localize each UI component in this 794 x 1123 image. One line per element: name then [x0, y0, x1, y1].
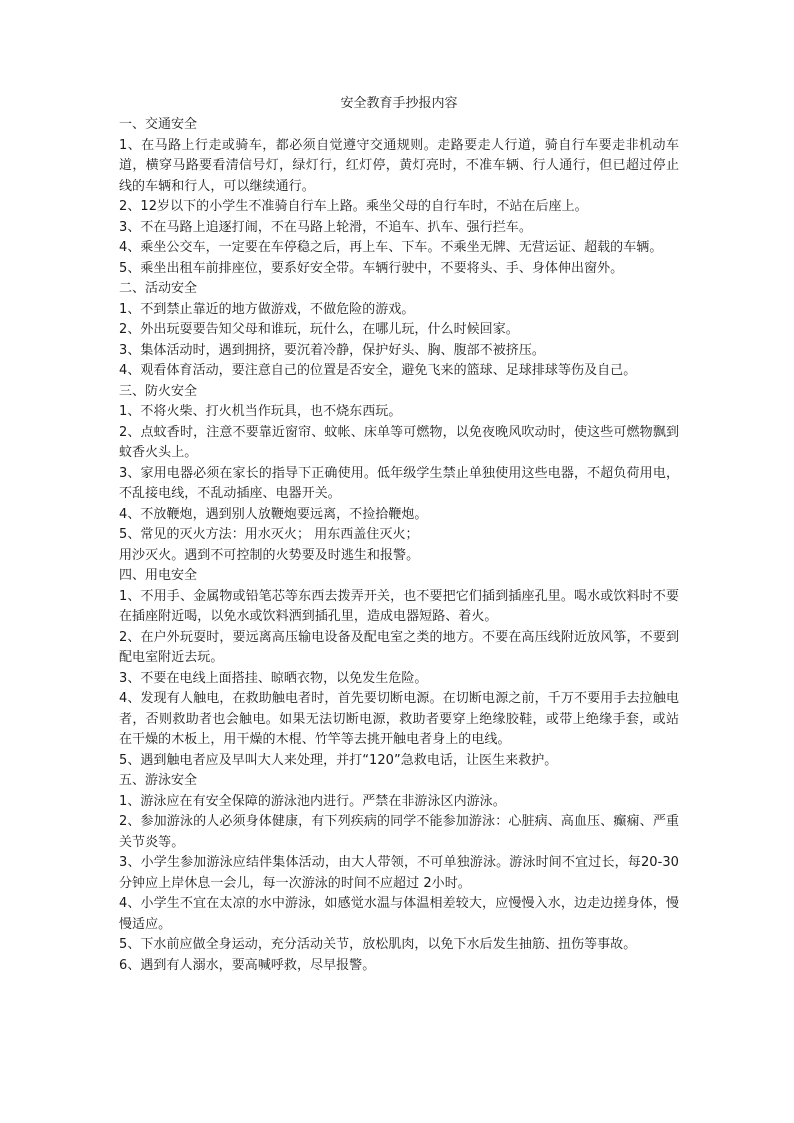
list-item: 2、点蚊香时，注意不要靠近窗帘、蚊帐、床单等可燃物，以免夜晚风吹动时，使这些可燃物飘到蚊香火头上。: [119, 424, 679, 460]
list-item: 6、遇到有人溺水，要高喊呼救，尽早报警。: [119, 957, 376, 973]
section-heading: 四、用电安全: [119, 568, 198, 583]
section-electricity-safety: [119, 566, 679, 771]
document-page: [119, 94, 679, 976]
list-item: 3、不要在电线上面搭挂、晾晒衣物，以免发生危险。: [119, 670, 428, 686]
section-heading: 五、游泳安全: [119, 773, 198, 788]
list-item: 1、不用手、金属物或铅笔芯等东西去拨弄开关，也不要把它们插到插座孔里。喝水或饮料时不要在插座附近喝，以免水或饮料洒到插孔里，造成电器短路、着火。: [119, 588, 679, 624]
list-item: 3、小学生参加游泳应结伴集体活动，由大人带领，不可单独游泳。游泳时间不宜过长，每20-30分钟应上岸休息一会儿，每一次游泳的时间不应超过 2小时。: [119, 855, 679, 891]
list-item: 4、小学生不宜在太凉的水中游泳，如感觉水温与体温相差较大，应慢慢入水，边走边搓身体，慢慢适应。: [119, 896, 679, 932]
list-item: 4、乘坐公交车，一定要在车停稳之后，再上车、下车。不乘坐无牌、无营运证、超载的车辆。: [119, 240, 663, 255]
list-item: 用沙灭火。遇到不可控制的火势要及时逃生和报警。: [119, 547, 420, 563]
page-title: 安全教育手抄报内容: [340, 96, 458, 111]
list-item: 4、观看体育活动，要注意自己的位置是否安全，避免飞来的篮球、足球排球等伤及自己。: [119, 363, 637, 378]
list-item: 5、下水前应做全身运动，充分活动关节，放松肌肉，以免下水后发生抽筋、扭伤等事故。: [119, 937, 637, 952]
section-heading: 二、活动安全: [119, 281, 198, 296]
list-item: 2、外出玩耍要告知父母和谁玩，玩什么，在哪儿玩，什么时候回家。: [119, 322, 519, 337]
section-swimming-safety: [119, 771, 679, 976]
list-item: 2、12岁以下的小学生不准骑自行车上路。乘坐父母的自行车时，不站在后座上。: [119, 199, 588, 214]
section-heading: 三、防火安全: [119, 383, 198, 399]
list-item: 5、常见的灭火方法：用水灭火； 用东西盖住灭火；: [119, 527, 419, 542]
section-heading: 一、交通安全: [119, 117, 198, 132]
section-traffic-safety: [119, 115, 679, 279]
list-item: 3、家用电器必须在家长的指导下正确使用。低年级学生禁止单独使用这些电器，不超负荷用电，不乱接电线，不乱动插座、电器开关。: [119, 465, 679, 501]
list-item: 5、乘坐出租车前排座位，要系好安全带。车辆行驶中，不要将头、手、身体伸出窗外。: [119, 260, 624, 276]
list-item: 4、发现有人触电，在救助触电者时，首先要切断电源。在切断电源之前，千万不要用手去拉触电者，否则救助者也会触电。如果无法切断电源，救助者要穿上绝缘胶鞋，或带上绝缘手套，或站在干燥的木板上，用干燥的木棍、竹竿等去挑开触电者身上的电线。: [119, 691, 679, 747]
list-item: 1、游泳应在有安全保障的游泳池内进行。严禁在非游泳区内游泳。: [119, 793, 506, 809]
list-item: 5、遇到触电者应及早叫大人来处理，并打“120”急救电话，让医生来救护。: [119, 752, 558, 768]
list-item: 3、不在马路上追逐打闹，不在马路上轮滑，不追车、扒车、强行拦车。: [119, 219, 532, 235]
list-item: 2、在户外玩耍时，要远离高压输电设备及配电室之类的地方。不要在高压线附近放风筝，不要到配电室附近去玩。: [119, 629, 679, 665]
list-item: 1、在马路上行走或骑车，都必须自觉遵守交通规则。走路要走人行道，骑自行车要走非机动车道，横穿马路要看清信号灯，绿灯行，红灯停，黄灯亮时，不准车辆、行人通行，但已超过停止线的车辆和行人，可以继续通行。: [119, 137, 679, 194]
list-item: 1、不将火柴、打火机当作玩具，也不烧东西玩。: [119, 404, 402, 419]
list-item: 1、不到禁止靠近的地方做游戏，不做危险的游戏。: [119, 301, 415, 317]
section-fire-safety: [119, 382, 679, 567]
list-item: 2、参加游泳的人必须身体健康，有下列疾病的同学不能参加游泳：心脏病、高血压、癫痫、严重关节炎等。: [119, 814, 679, 850]
list-item: 4、不放鞭炮，遇到别人放鞭炮要远离，不捡拾鞭炮。: [119, 506, 428, 522]
list-item: 3、集体活动时，遇到拥挤，要沉着冷静，保护好头、胸、腹部不被挤压。: [119, 342, 545, 358]
section-activity-safety: [119, 279, 679, 382]
